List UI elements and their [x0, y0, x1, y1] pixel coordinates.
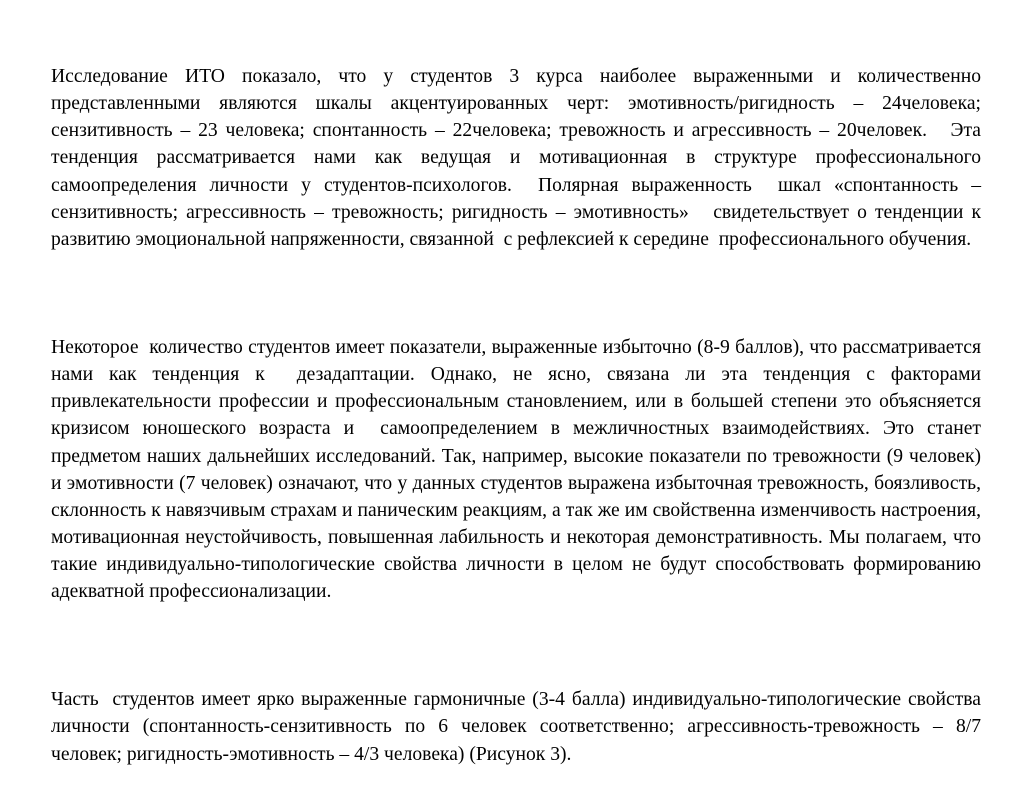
paragraph-maladaptation: Некоторое количество студентов имеет показатели, выраженные избыточно (8-9 баллов), что рассматривается нами как тенденция к дезадаптации. Однако, не ясно, связана ли эта тенденция с факторами привлекательности профессии и профессиональным становлением, или в большей степени это объясняется кризисом юношеского возраста и самоопределением в межличностных взаимодействиях. Это станет предметом наших дальнейших исследований. Так, например, высокие показатели по тревожности (9 человек) и эмотивности (7 человек) означают, что у данных студентов выражена избыточная тревожность, боязливость, склонность к навязчивым страхам и паническим реакциям, а так же им свойственна изменчивость настроения, мотивационная неустойчивость, повышенная лабильность и некоторая демонстративность. Мы полагаем, что такие индивидуально-типологические свойства личности в целом не будут способствовать формированию адекватной профессионализации. — [51, 337, 986, 602]
document-body — [51, 9, 986, 795]
paragraph-harmonious-traits: Часть студентов имеет ярко выраженные гармоничные (3-4 балла) индивидуально-типологические свойства личности (спонтанность-сензитивность по 6 человек соответственно; агрессивность-тревожность – 8/7 человек; ригидность-эмотивность – 4/3 человека) (Рисунок 3). — [51, 689, 986, 765]
paragraph-ito-results: Исследование ИТО показало, что у студентов 3 курса наиболее выраженными и количественно представленными являются шкалы акцентуированных черт: эмотивность/ригидность – 24человека; сензитивность – 23 человека; спонтанность – 22человека; тревожность и агрессивность – 20человек. Эта тенденция рассматривается нами как ведущая и мотивационная в структуре профессионального самоопределения личности у студентов-психологов. Полярная выраженность шкал «спонтанность – сензитивность; агрессивность – тревожность; ригидность – эмотивность» свидетельствует о тенденции к развитию эмоциональной напряженности, связанной с рефлексией к середине профессионального обучения. — [51, 66, 986, 250]
